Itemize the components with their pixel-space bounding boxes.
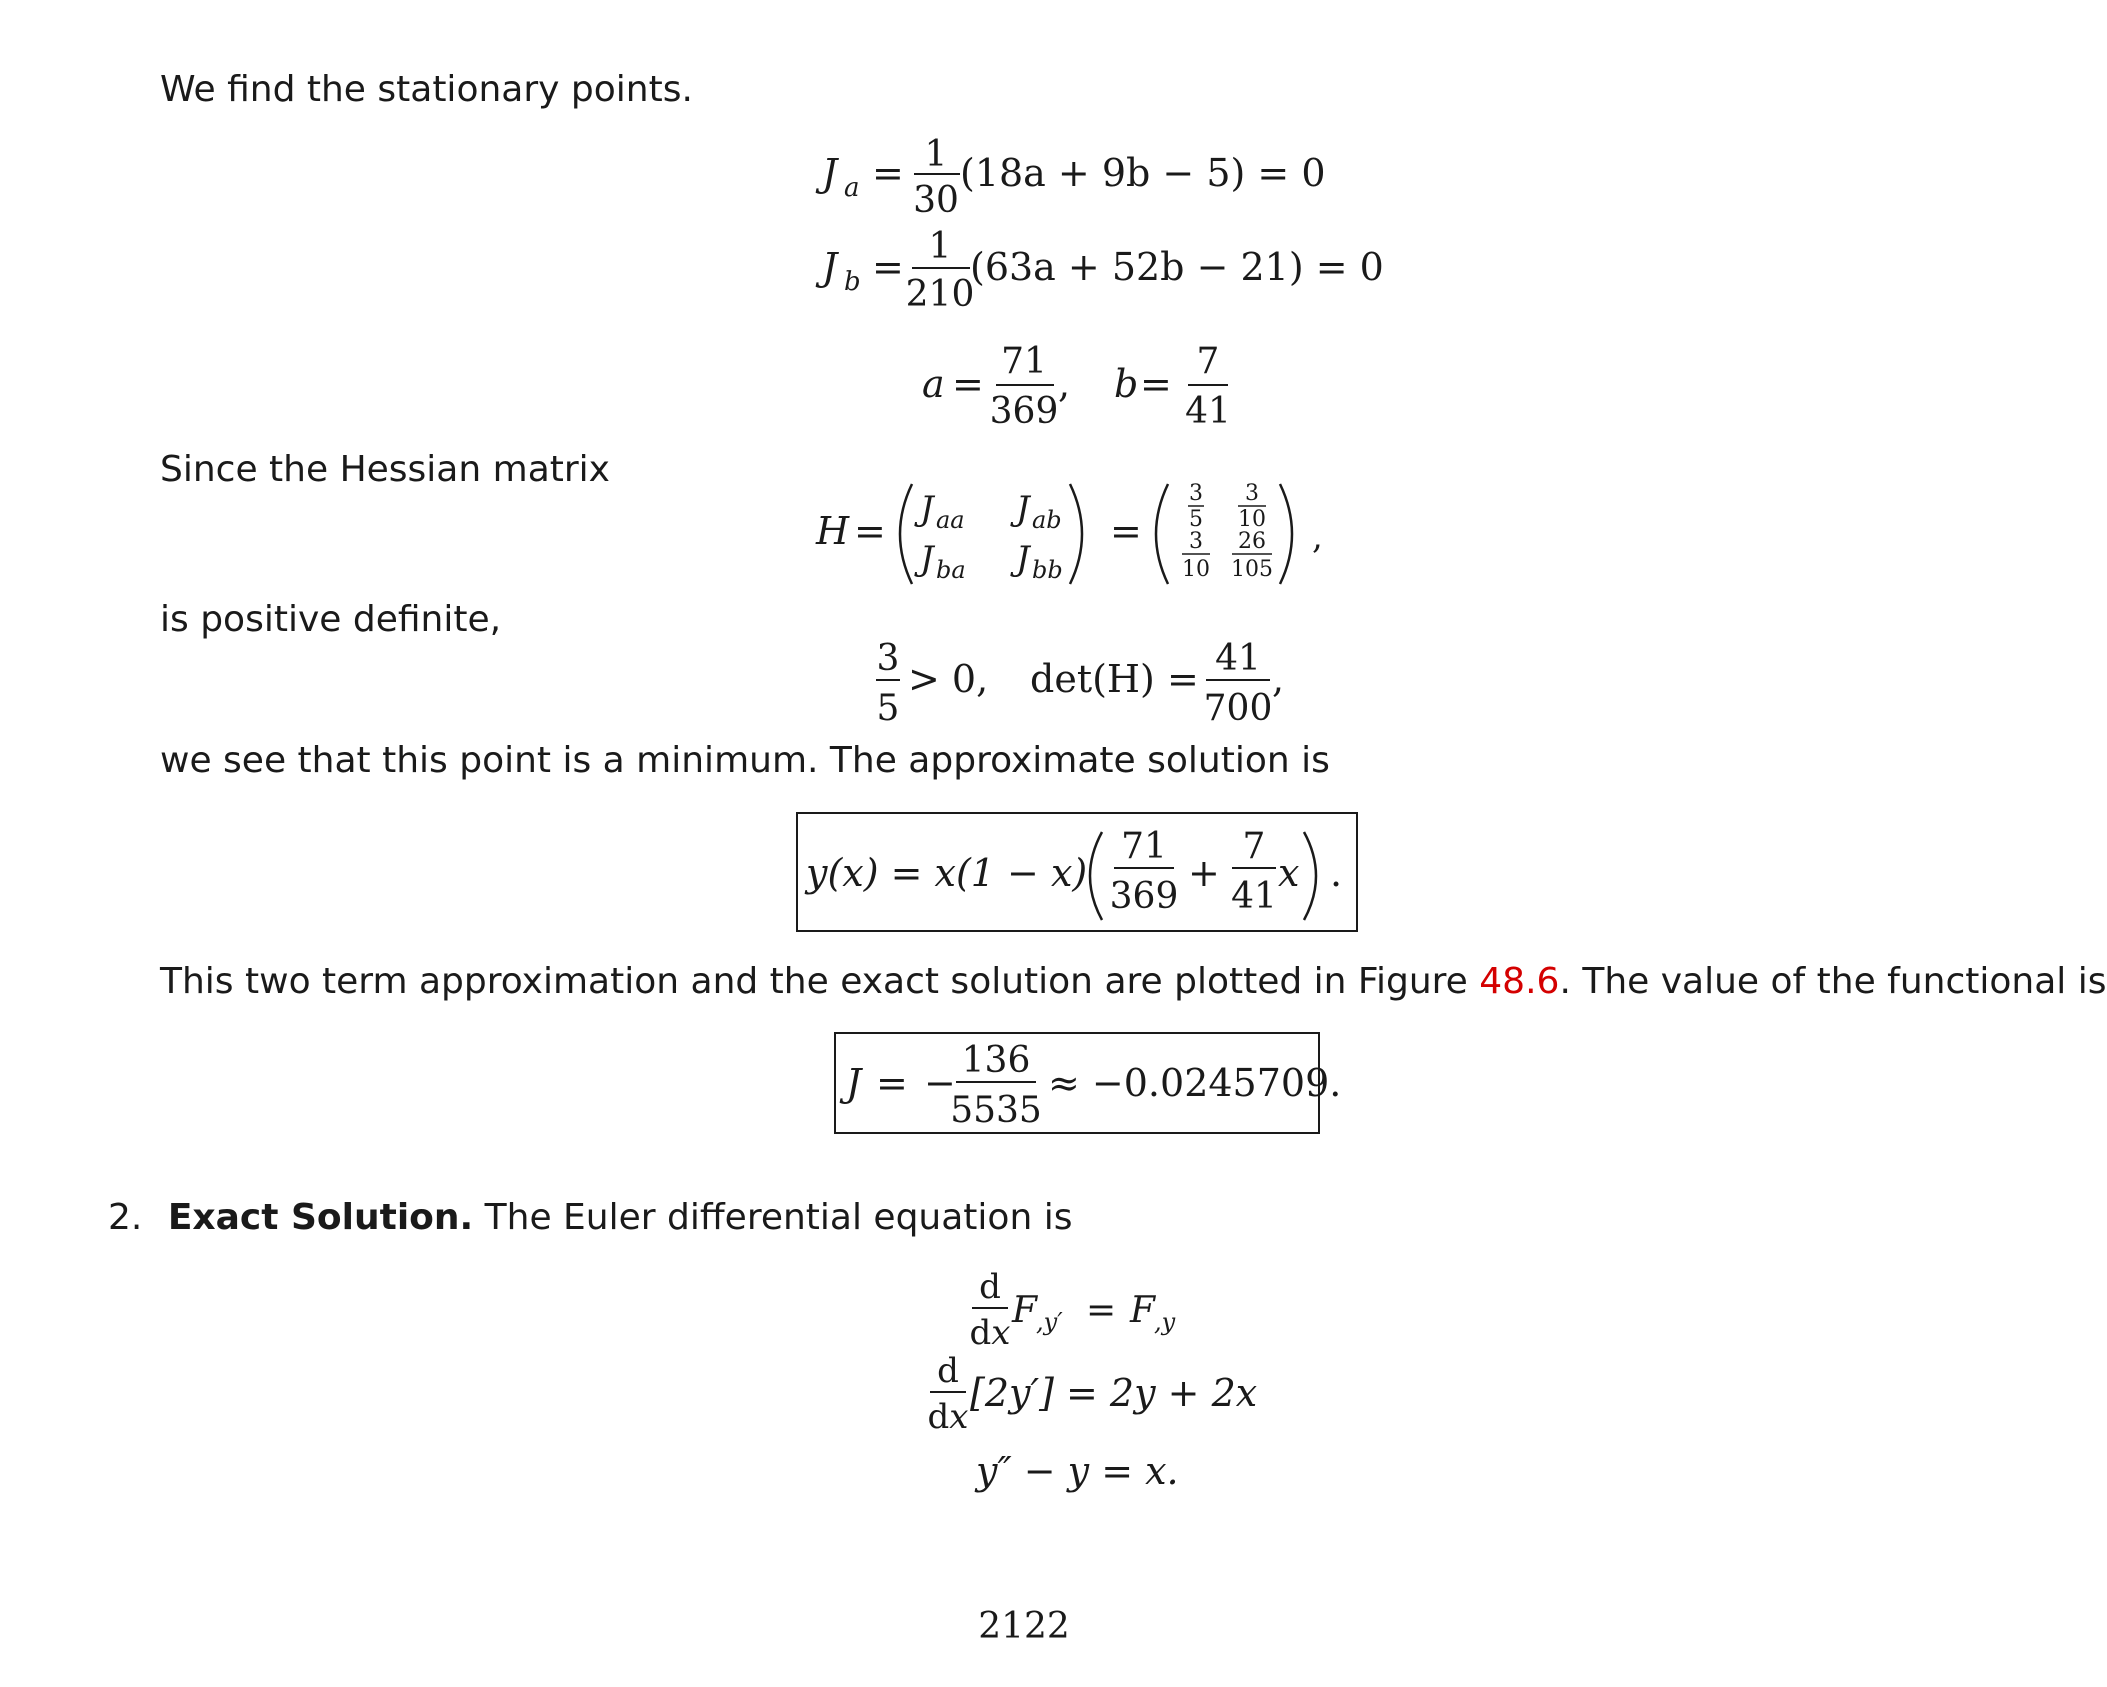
svg-text:F: F: [1012, 1290, 1037, 1331]
paragraph-figure-text-before: This two term approximation and the exact solution are plotted in Figure: [160, 961, 1480, 1002]
svg-text:a: a: [922, 362, 945, 406]
svg-text:ba: ba: [936, 556, 966, 584]
svg-text:J: J: [846, 1061, 862, 1105]
eq-ja-num: 1: [924, 134, 948, 175]
svg-text:,: ,: [1272, 657, 1285, 701]
svg-text:d: d: [979, 1267, 1001, 1307]
functional-den: 5535: [950, 1090, 1042, 1131]
paragraph-stationary-points: We find the stationary points.: [160, 69, 693, 110]
paragraph-figure-text-after: . The value of the functional is: [1559, 961, 2107, 1002]
approx-n1: 71: [1121, 826, 1167, 867]
svg-text:ab: ab: [1032, 506, 1062, 534]
h-22-den: 105: [1231, 557, 1273, 582]
svg-text:,: ,: [1312, 517, 1323, 557]
h-21-den: 10: [1182, 557, 1210, 582]
svg-text:x: x: [1278, 851, 1300, 895]
svg-text:=: =: [854, 509, 886, 553]
functional-num: 136: [961, 1040, 1031, 1081]
svg-text:J: J: [1016, 489, 1030, 529]
eq-ja-sub: a: [844, 173, 860, 203]
eq-jb-sub: b: [844, 267, 861, 297]
eq-jb-num: 1: [928, 226, 952, 267]
svg-text:bb: bb: [1032, 556, 1063, 584]
svg-text:=: =: [876, 1061, 908, 1105]
euler-line-3: y″ − y = x.: [976, 1449, 1179, 1493]
svg-text:.: .: [1330, 851, 1343, 895]
approx-lhs: y(x) = x(1 − x): [806, 851, 1088, 895]
svg-text:,y′: ,y′: [1036, 1308, 1063, 1336]
paragraph-hessian-intro: Since the Hessian matrix: [160, 449, 610, 490]
list-item-text: The Euler differential equation is: [473, 1197, 1073, 1238]
svg-text:=: =: [1110, 509, 1142, 553]
equation-positivity: [860, 630, 1320, 740]
approx-d1: 369: [1109, 876, 1179, 917]
list-item-heading: Exact Solution.: [167, 1197, 474, 1238]
svg-text:=: =: [872, 151, 904, 195]
equation-functional: [834, 1032, 1342, 1138]
svg-text:,: ,: [1058, 362, 1071, 406]
pos-det: det(H) =: [1030, 657, 1199, 701]
svg-text:J: J: [1016, 539, 1030, 579]
equation-hessian: [800, 470, 1360, 600]
eq-a-num: 71: [1001, 341, 1047, 382]
equation-approx-solution: [796, 812, 1360, 936]
paragraph-figure-reference: [160, 961, 2107, 1002]
eq-b-den: 41: [1185, 391, 1231, 432]
eq-a-den: 369: [989, 391, 1059, 432]
functional-approx: ≈ −0.0245709.: [1048, 1061, 1342, 1105]
svg-text:J: J: [920, 489, 934, 529]
list-item-exact-solution: [108, 1197, 1073, 1238]
svg-text:F: F: [1130, 1290, 1155, 1331]
svg-text:H: H: [816, 509, 850, 553]
list-item-number: 2.: [108, 1197, 143, 1238]
h-21-num: 3: [1189, 529, 1203, 554]
eq-b-num: 7: [1196, 341, 1220, 382]
pos-det-num: 41: [1215, 638, 1261, 679]
h-11-num: 3: [1189, 481, 1203, 506]
svg-text:dx: dx: [927, 1397, 969, 1437]
h-11-den: 5: [1189, 507, 1203, 532]
pos-rest: > 0,: [908, 657, 989, 701]
pos-num: 3: [876, 638, 900, 679]
eq-jb-lhs: J: [822, 245, 838, 289]
page-number: 2122: [978, 1606, 1070, 1647]
svg-text:,y: ,y: [1154, 1308, 1176, 1336]
svg-text:=: =: [872, 245, 904, 289]
svg-text:b: b: [1114, 362, 1139, 406]
euler-line-2: [2y′] = 2y + 2x: [970, 1371, 1258, 1415]
equation-gradient: [800, 130, 1384, 330]
eq-jb-den: 210: [905, 274, 975, 315]
eq-jb-rest: (63a + 52b − 21) = 0: [970, 245, 1384, 289]
svg-text:dx: dx: [969, 1313, 1011, 1353]
h-22-num: 26: [1238, 529, 1266, 554]
svg-text:d: d: [937, 1351, 959, 1391]
svg-text:+: +: [1188, 851, 1220, 895]
eq-ja-lhs: J: [822, 151, 838, 195]
paragraph-positive-definite: is positive definite,: [160, 599, 502, 640]
eq-ja-den: 30: [913, 180, 959, 221]
eq-ja-rest: (18a + 9b − 5) = 0: [960, 151, 1326, 195]
pos-det-den: 700: [1203, 688, 1273, 729]
equation-solution-ab: [900, 335, 1260, 445]
svg-text:=: =: [1140, 362, 1172, 406]
figure-link[interactable]: 48.6: [1479, 961, 1560, 1002]
h-12-num: 3: [1245, 481, 1259, 506]
approx-d2: 41: [1231, 876, 1277, 917]
pos-den: 5: [876, 688, 900, 729]
svg-text:=: =: [1086, 1290, 1117, 1331]
equation-euler: [900, 1264, 1300, 1514]
approx-n2: 7: [1242, 826, 1266, 867]
svg-text:J: J: [920, 539, 934, 579]
svg-text:−: −: [924, 1061, 956, 1105]
h-12-den: 10: [1238, 507, 1266, 532]
svg-text:=: =: [952, 362, 984, 406]
paragraph-minimum: we see that this point is a minimum. The approximate solution is: [160, 740, 1330, 781]
svg-text:aa: aa: [936, 506, 965, 534]
